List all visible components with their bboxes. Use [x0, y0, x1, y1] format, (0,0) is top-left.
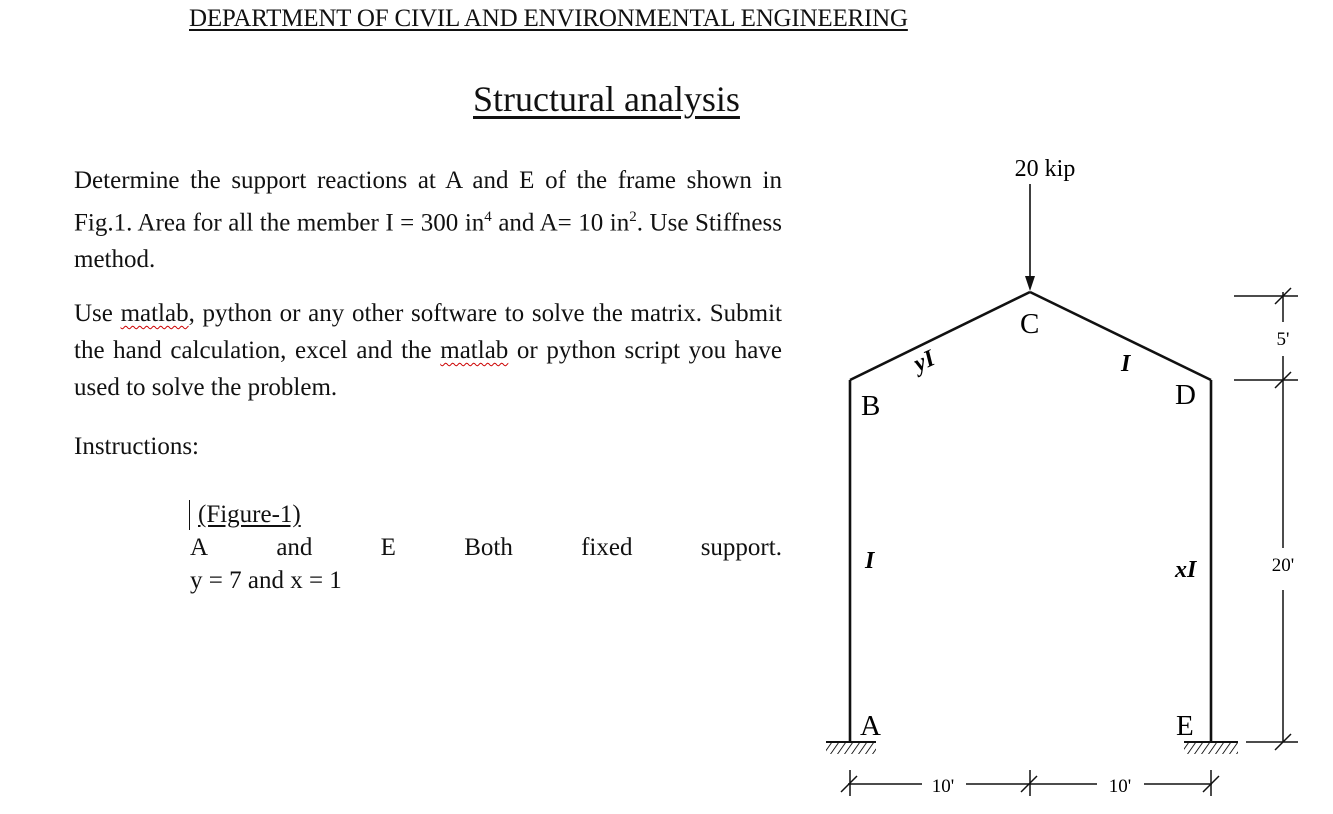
spellcheck-word-matlab-1: matlab	[120, 300, 189, 327]
member-label-bc: yI	[910, 345, 939, 378]
member-label-ab: I	[865, 548, 875, 574]
load-arrow	[1025, 184, 1035, 291]
area-exponent: 2	[629, 209, 637, 225]
variable-values: y = 7 and x = 1	[190, 567, 342, 594]
node-label-d: D	[1175, 379, 1196, 411]
support-word: fixed	[581, 534, 633, 561]
dimension-v2: 20'	[1271, 555, 1295, 576]
support-word: support.	[700, 534, 782, 561]
node-label-a: A	[860, 710, 881, 742]
member-label-de: xI	[1175, 557, 1197, 583]
support-word: A	[190, 534, 209, 561]
support-word: E	[380, 534, 396, 561]
page-title: Structural analysis	[473, 79, 740, 119]
figure-reference[interactable]: (Figure-1)	[189, 500, 301, 530]
member-label-cd: I	[1121, 351, 1131, 377]
dimension-v1: 5'	[1276, 329, 1290, 350]
member-bc	[850, 292, 1030, 380]
spellcheck-word-matlab-2: matlab	[440, 337, 509, 364]
fixed-support-a	[826, 742, 876, 754]
node-label-e: E	[1176, 710, 1194, 742]
instructions-label: Instructions:	[74, 433, 199, 460]
node-label-c: C	[1020, 308, 1040, 340]
software-text-3: or python script you have used to solve the problem.	[74, 337, 782, 401]
software-text-1: Use	[74, 300, 121, 327]
inertia-exponent: 4	[484, 209, 492, 225]
dimension-h1: 10'	[931, 776, 955, 797]
node-label-b: B	[861, 390, 881, 422]
software-text-2: , python or any other software to solve the matrix. Submit the hand calculation, excel and the	[74, 300, 782, 364]
load-label: 20 kip	[1014, 156, 1076, 182]
problem-text-3: . Use Stiffness method.	[74, 209, 782, 274]
department-heading: DEPARTMENT OF CIVIL AND ENVIRONMENTAL ENGINEERING	[189, 5, 908, 32]
dimension-h2: 10'	[1108, 776, 1132, 797]
problem-text-2: and A= 10 in	[491, 209, 630, 237]
problem-text-1: Determine the support reactions at A and E of the frame shown in Fig.1. Area for all the member I = 300 in	[74, 167, 782, 237]
vertical-dimension	[1234, 288, 1298, 750]
support-word: and	[276, 534, 313, 561]
fixed-support-e	[1184, 742, 1238, 754]
horizontal-dimension	[841, 770, 1219, 796]
support-word: Both	[464, 534, 513, 561]
